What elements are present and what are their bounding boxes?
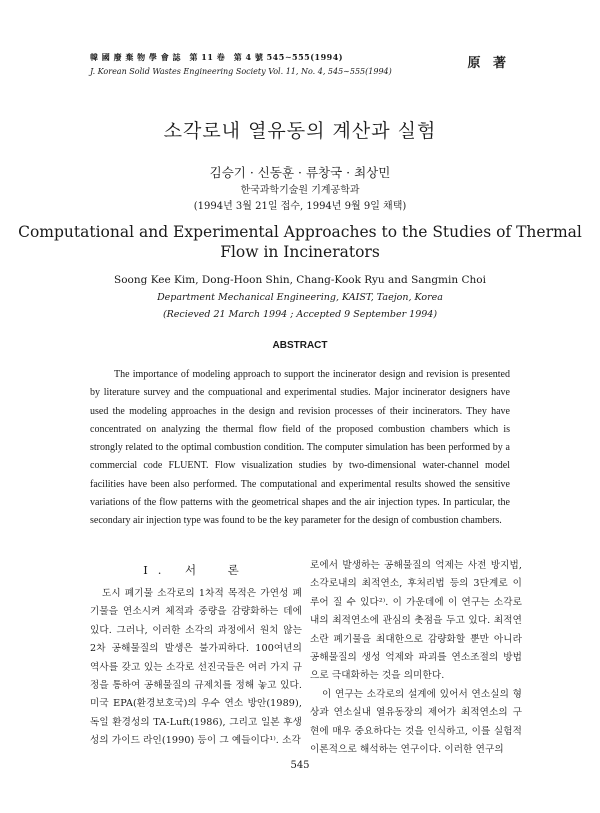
abstract-body: The importance of modeling approach to support the incinerator design and revision is presented by literature survey and the compuational and experimental studies. Major incinerator designers have used the modeling approaches in the design and revision processes of their incinerators. They have concentrated on analyzing the thermal flow field of the proposed combustion chambers which is strongly related to the optimal combustion condition. The computer simulation has been performed by a commercial code FLUENT. Flow visualization studies by two-dimensional water-channel model facilities have been also performed. The computational and experimental results showed the sensitive variations of the flow patterns with the geometrical shapes and the air injection types. In particular, the secondary air injection type was found to be the key parameter for the design of combustion chambers. <box>90 369 510 527</box>
journal-header-korean: 韓 國 廢 棄 物 學 會 誌 第 11 卷 第 4 號 545∼555(1994) <box>90 52 344 62</box>
dates-english: (Recieved 21 March 1994 ; Accepted 9 September 1994) <box>162 309 438 320</box>
right-column-paragraph-1: 로에서 발생하는 공해물질의 억제는 사전 방지법, 소각로내의 최적연소, 후처리법 등의 3단계로 이루어 질 수 있다²⁾. 이 가운데에 이 연구는 소각로내의 최적연소에 관심의 촛점을 두고 있다. 최적연소란 폐기물을 최대한으로 감량화할 뿐만 아니라 공해물질의 생성 억제와 파괴를 연소조절의 방법으로 극대화하는 것을 의미한다. <box>310 560 522 682</box>
left-column <box>90 561 302 751</box>
title-english: Computational and Experimental Approaches to the Studies of Thermal Flow in Incinerators <box>18 223 582 261</box>
right-column-paragraph-2: 이 연구는 소각로의 설계에 있어서 연소실의 형상과 연소실내 열유동장의 제어가 최적연소의 구현에 매우 중요하다는 것을 인식하고, 이를 실험적 이론적으로 해석하는 연구이다. 이러한 연구의 <box>310 688 522 756</box>
abstract-heading: ABSTRACT <box>272 340 328 351</box>
journal-header-english: J. Korean Solid Wastes Engineering Society Vol. 11, No. 4, 545∼555(1994) <box>90 67 392 76</box>
authors-english: Soong Kee Kim, Dong-Hoon Shin, Chang-Kook Ryu and Sangmin Choi <box>114 274 486 286</box>
left-column-paragraph: 도시 폐기물 소각로의 1차적 목적은 가연성 폐기물을 연소시켜 체적과 중량을 감량화하는 데에 있다. 그러나, 이러한 소각의 과정에서 원치 않는 2차 공해물질의 발생은 불가피하다. 100여년의 역사를 갖고 있는 소각로 선진국들은 여러 가지 규정을 통하여 공해물질의 규제치를 정해 놓고 있다. 미국 EPA(환경보호국)의 우수 연소 방안(1989), 독일 환경성의 TA-Luft(1986), 그리고 일본 후생성의 가이드 라인(1990) 등이 그 예들이다¹⁾. 소각 <box>90 588 302 747</box>
affiliation-english: Department Mechanical Engineering, KAIST, Taejon, Korea <box>157 292 443 303</box>
section-heading-introduction: I. 서 론 <box>143 563 249 577</box>
right-column <box>310 557 522 759</box>
affiliation-korean: 한국과학기술원 기계공학과 <box>240 185 360 196</box>
title-korean: 소각로내 열유동의 계산과 실험 <box>163 120 437 142</box>
article-type-label: 原 著 <box>467 56 510 71</box>
dates-korean: (1994년 3월 21일 접수, 1994년 9월 9일 채택) <box>193 201 407 212</box>
page-number: 545 <box>290 760 310 771</box>
authors-korean: 김승기 · 신동훈 · 류창국 · 최상민 <box>209 165 391 180</box>
